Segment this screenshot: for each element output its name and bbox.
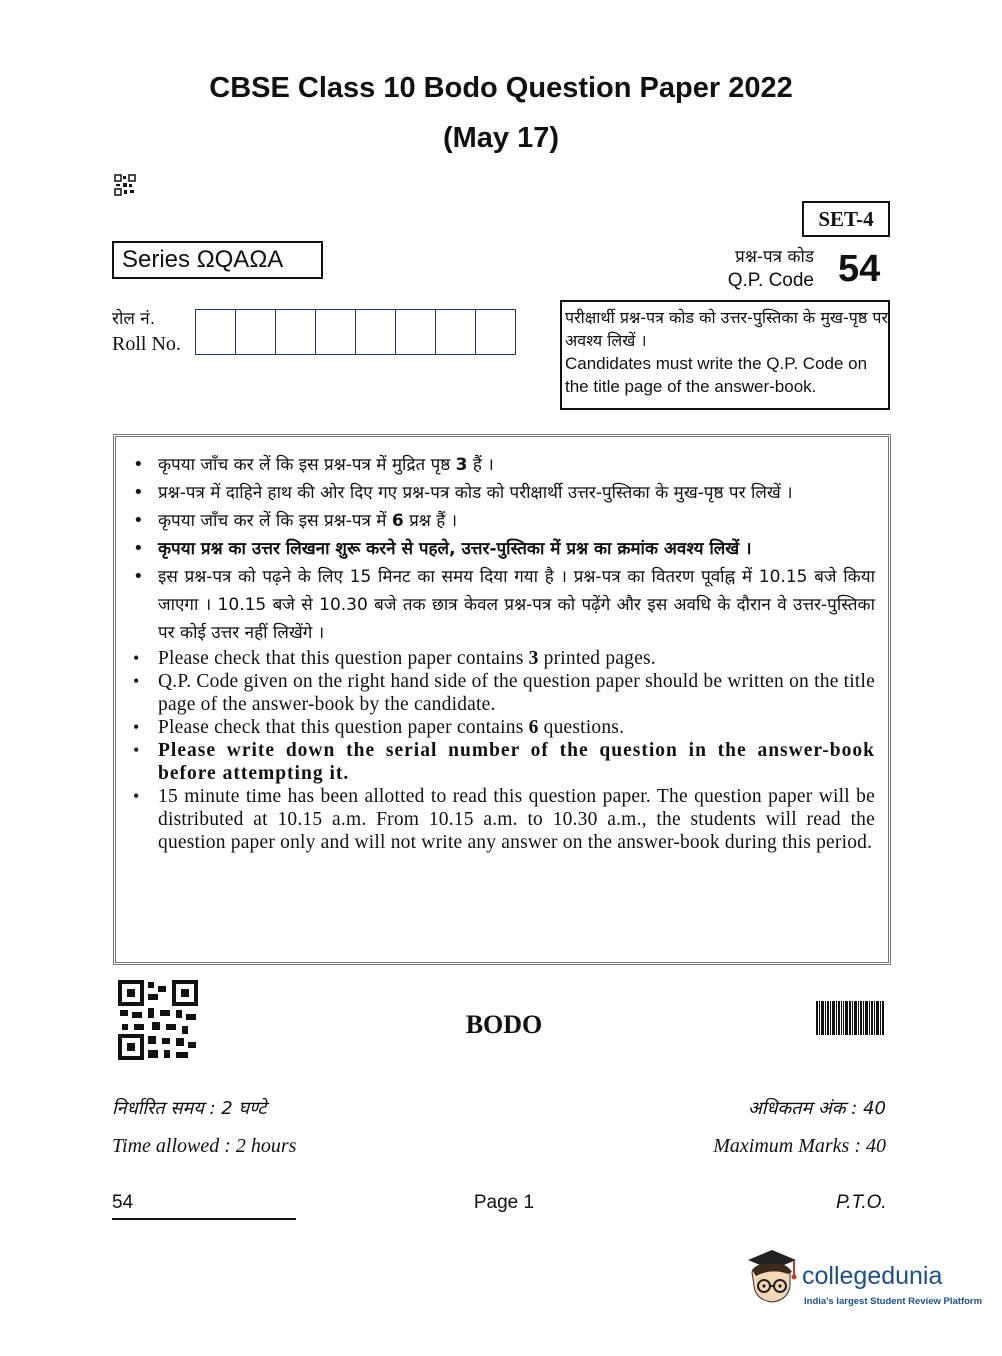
maximum-marks-hindi: अधिकतम अंक : 40 (747, 1098, 886, 1119)
instruction-item: • Please check that this question paper contains 3 printed pages. (133, 648, 656, 669)
instruction-item: • Please check that this question paper contains 6 questions. (133, 717, 625, 738)
roll-box (476, 310, 515, 354)
roll-box (276, 310, 316, 354)
roll-hindi-label: रोल नं. (112, 309, 156, 329)
footer-code: 54 (112, 1192, 134, 1213)
instruction-item: • कृपया जाँच कर लें कि इस प्रश्न-पत्र में मुद्रित पृष्ठ 3 हैं । (133, 454, 494, 475)
footer-page: Page 1 (473, 1192, 535, 1213)
instruction-item: • इस प्रश्न-पत्र को पढ़ने के लिए 15 मिनट का समय दिया गया है । प्रश्न-पत्र का वितरण पूर्वाह्न में 10.15 बजे किया जाएगा । 10.15 बजे से 10.30 बजे तक छात्र केवल प्रश्न-पत्र को पढ़ेंगे और इस अवधि के दौरान वे उत्तर-पुस्तिका पर कोई उत्तर नहीं लिखेंगे । (133, 566, 875, 643)
time-allowed: Time allowed : 2 hours (112, 1135, 297, 1157)
collegedunia-mascot-icon (742, 1246, 800, 1308)
roll-box (396, 310, 436, 354)
qp-code-label: Q.P. Code (727, 270, 814, 291)
instruction-item: • Q.P. Code given on the right hand side of the question paper should be written on the title page of the answer-book by the candidate. (133, 671, 875, 715)
roll-box (316, 310, 356, 354)
set-label: SET-4 (802, 201, 890, 237)
subject-title: BODO (465, 1010, 543, 1039)
qp-code-value: 54 (838, 248, 881, 290)
collegedunia-logo: collegedunia (802, 1262, 943, 1290)
collegedunia-tagline: India's largest Student Review Platform (804, 1296, 983, 1307)
code-note-english: Candidates must write the Q.P. Code on the title page of the answer-book. (565, 354, 868, 396)
instruction-item: • प्रश्न-पत्र में दाहिने हाथ की ओर दिए गए प्रश्न-पत्र कोड को परीक्षार्थी उत्तर-पुस्तिका के मुख-पृष्ठ पर लिखें । (133, 482, 793, 503)
instructions-box (113, 434, 891, 965)
roll-box (436, 310, 476, 354)
roll-box (236, 310, 276, 354)
instruction-item: • 15 minute time has been allotted to read this question paper. The question paper will be distributed at 10.15 a.m. From 10.15 a.m. to 10.30 a.m., the students will read the question paper only and will not write any answer on the answer-book during this period. (133, 786, 875, 853)
instruction-item: • Please write down the serial number of the question in the answer-book before attempting it. (133, 740, 875, 784)
instruction-item: • कृपया जाँच कर लें कि इस प्रश्न-पत्र में 6 प्रश्न हैं । (133, 510, 458, 531)
series-label: Series ΩQAΩA (112, 241, 323, 279)
roll-label: Roll No. (112, 333, 181, 355)
page-title: CBSE Class 10 Bodo Question Paper 2022 (209, 72, 793, 104)
time-allowed-hindi: निर्धारित समय : 2 घण्टे (112, 1098, 267, 1119)
barcode-icon (816, 1001, 884, 1035)
roll-box (356, 310, 396, 354)
qp-code-hindi-label: प्रश्न-पत्र कोड (735, 247, 814, 267)
maximum-marks: Maximum Marks : 40 (713, 1135, 886, 1157)
code-note-box (560, 300, 890, 410)
code-note-hindi: परीक्षार्थी प्रश्न-पत्र कोड को उत्तर-पुस्तिका के मुख-पृष्ठ पर अवश्य लिखें । (565, 308, 888, 350)
roll-box (196, 310, 236, 354)
roll-number-boxes (195, 309, 516, 355)
qr-code-small-icon (114, 174, 136, 196)
page-subtitle: (May 17) (442, 122, 560, 154)
instruction-item: • कृपया प्रश्न का उत्तर लिखना शुरू करने से पहले, उत्तर-पुस्तिका में प्रश्न का क्रमांक अवश्य लिखें । (133, 538, 752, 559)
footer-divider (112, 1218, 296, 1220)
footer-pto: P.T.O. (836, 1192, 887, 1213)
